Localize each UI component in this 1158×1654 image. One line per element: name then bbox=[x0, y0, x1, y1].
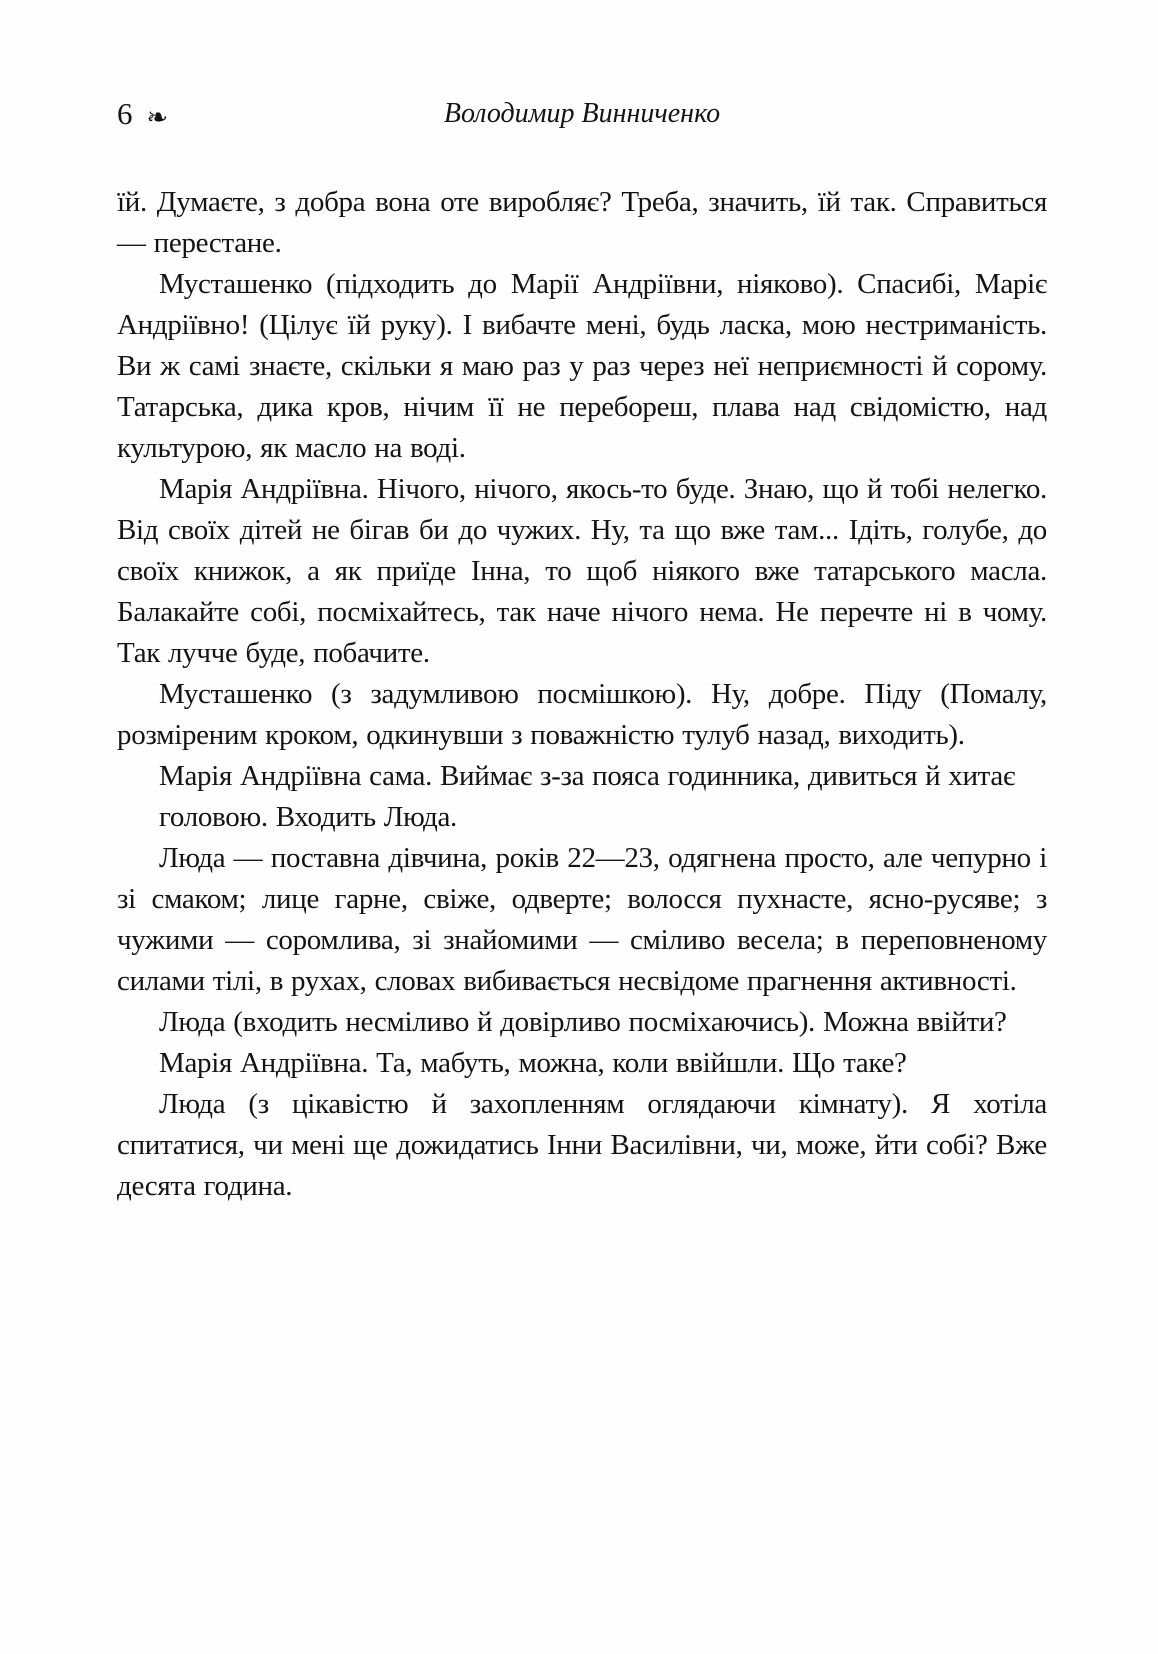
paragraph: Мусташенко (підходить до Марії Андріївни, ніяково). Спасибі, Маріє Андріївно! (Цілує їй руку). І вибачте мені, будь ласка, мою нестриманість. Ви ж самі знаєте, скільки я маю раз у раз через неї неприємності й сорому. Татарська, дика кров, нічим її не перебореш, плава над свідомістю, над культурою, як масло на воді. bbox=[117, 268, 1047, 464]
paragraph: головою. Входить Люда. bbox=[159, 801, 458, 833]
paragraph: Мусташенко (з задумливою посмішкою). Ну, добре. Піду (Помалу, розміреним кроком, одкинувши з поважністю тулуб назад, виходить). bbox=[117, 678, 1047, 751]
paragraph: Люда (з цікавістю й захопленням оглядаючи кімнату). Я хотіла спитатися, чи мені ще дожидатись Інни Василівни, чи, може, йти собі? Вже десята година. bbox=[117, 1088, 1047, 1202]
body-text bbox=[117, 182, 1047, 1207]
paragraph: Люда — поставна дівчина, років 22—23, одягнена просто, але чепурно і зі смаком; лице гарне, свіже, одверте; волосся пухнасте, ясно-русяве; з чужими — соромлива, зі знайомими — сміливо весела; в переповненому силами тілі, в рухах, словах вибивається несвідоме прагнення активності. bbox=[117, 842, 1047, 997]
paragraph: Марія Андріївна. Нічого, нічого, якось-то буде. Знаю, що й тобі нелегко. Від своїх дітей не бігав би до чужих. Ну, та що вже там... Ідіть, голубе, до своїх книжок, а як приїде Інна, то щоб ніякого вже татарського масла. Балакайте собі, посміхайтесь, так наче нічого нема. Не перечте ні в чому. Так лучче буде, побачите. bbox=[117, 473, 1047, 669]
page-header bbox=[117, 96, 1047, 136]
paragraph: їй. Думаєте, з добра вона оте виробляє? Треба, значить, їй так. Справиться — перестане. bbox=[117, 186, 1047, 259]
paragraph: Люда (входить несміливо й довірливо посміхаючись). Можна ввійти? bbox=[159, 1006, 1007, 1038]
paragraph: Марія Андріївна сама. Виймає з-за пояса годинника, дивиться й хитає bbox=[159, 760, 1016, 792]
paragraph: Марія Андріївна. Та, мабуть, можна, коли ввійшли. Що таке? bbox=[159, 1047, 907, 1079]
fleuron-ornament-icon: ❧ bbox=[146, 103, 169, 133]
page-number-value: 6 bbox=[117, 96, 133, 131]
running-head: Володимир Винниченко bbox=[443, 98, 721, 129]
